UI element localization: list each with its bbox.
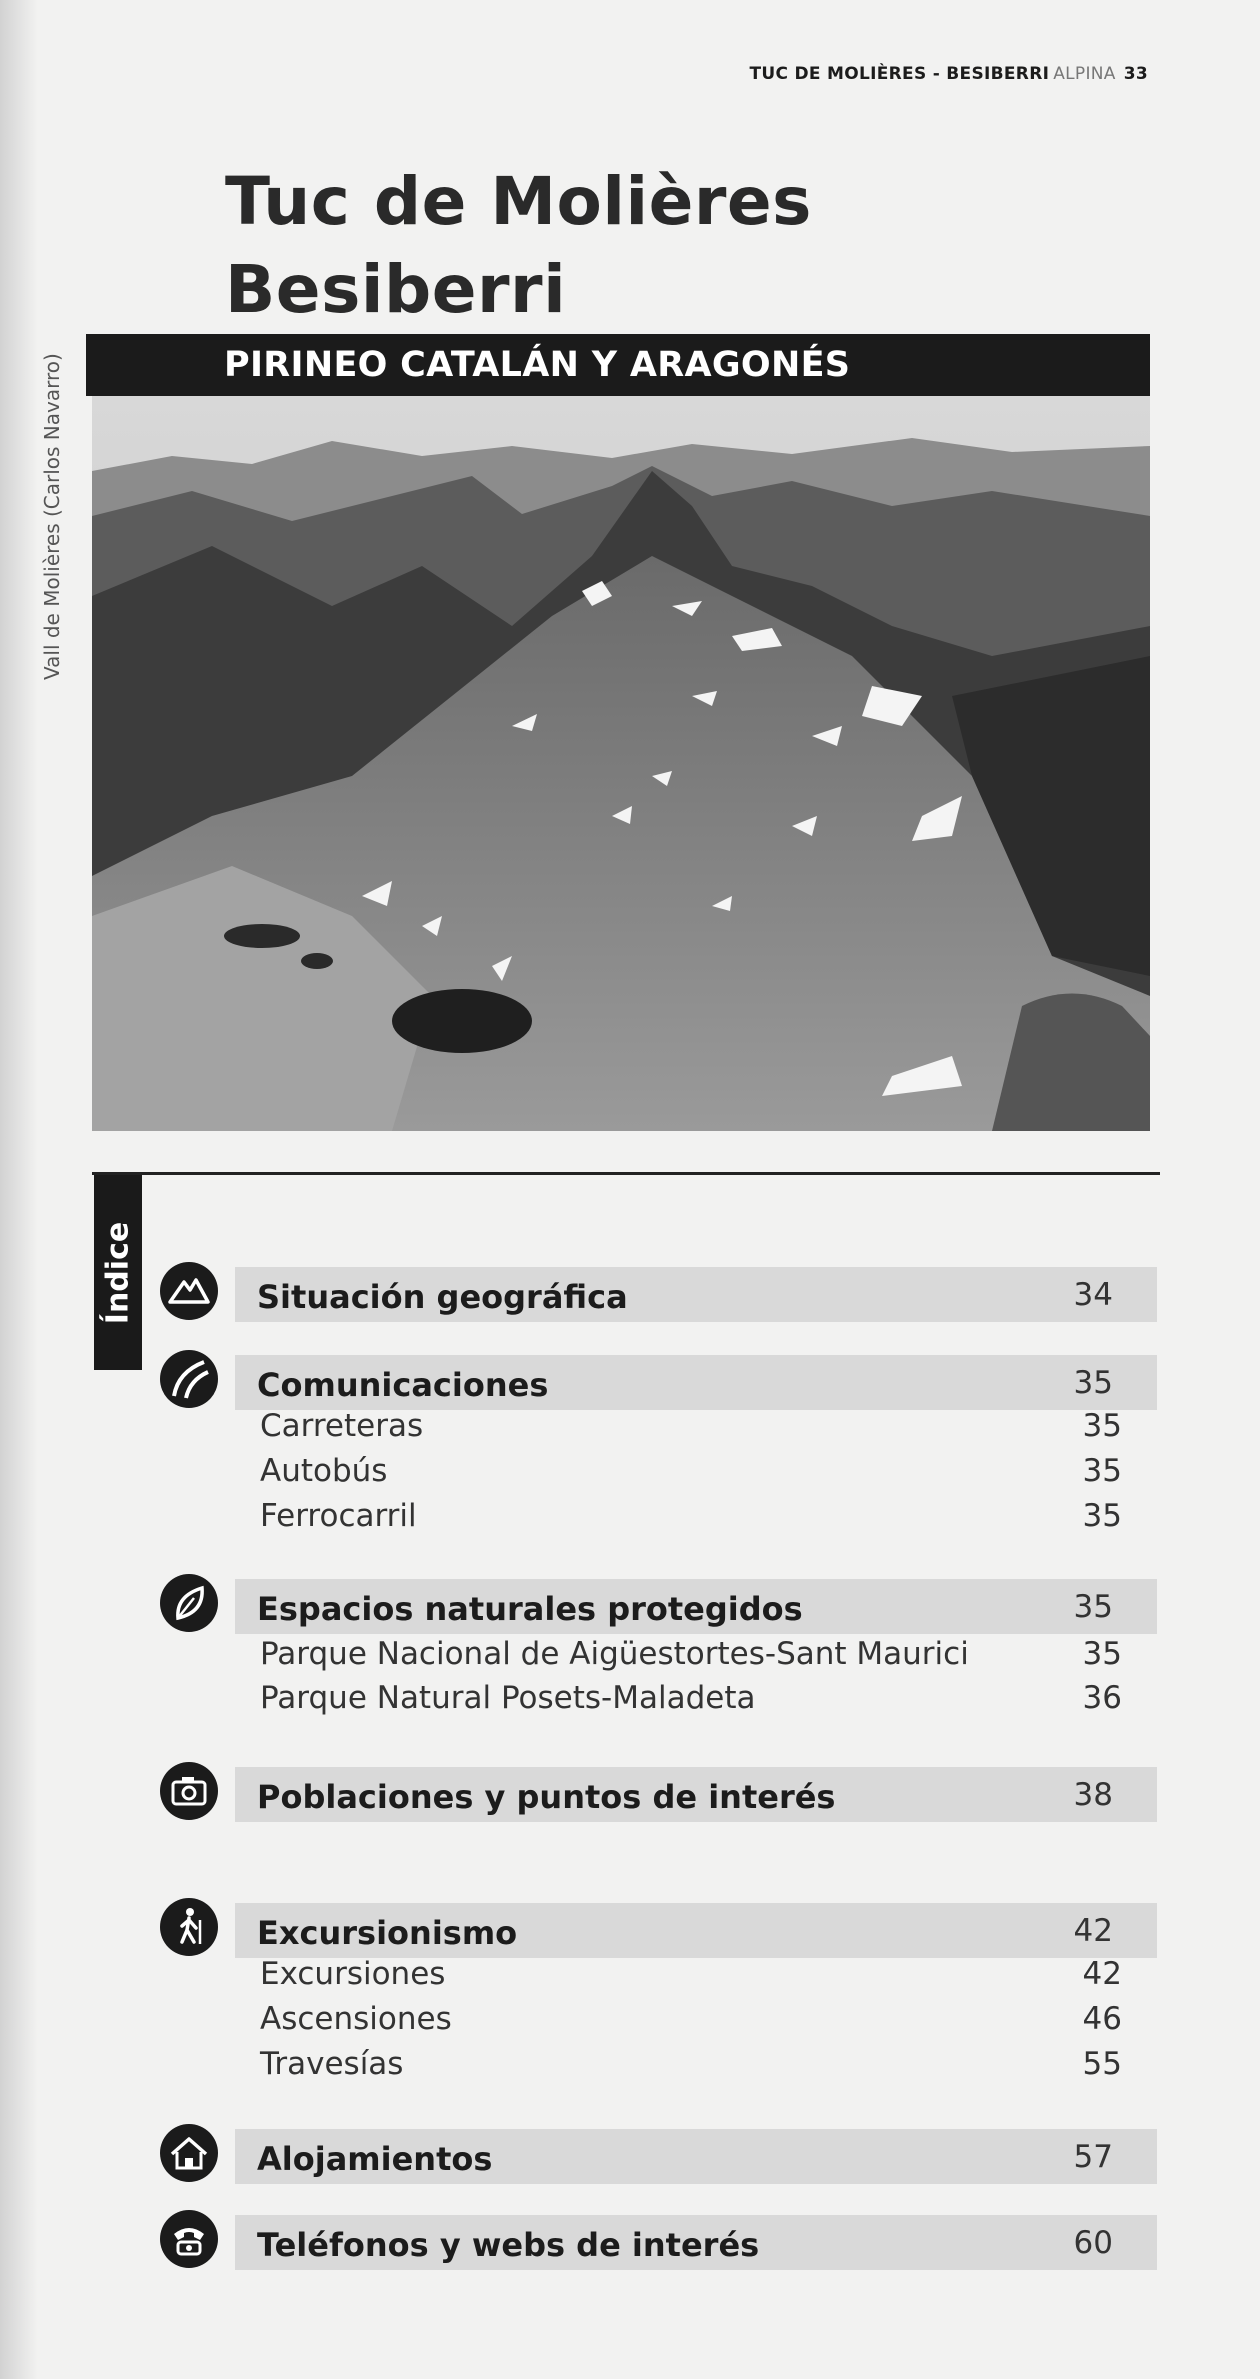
toc-heading-page: 57 bbox=[1073, 2139, 1113, 2175]
phone-icon bbox=[160, 2210, 218, 2268]
toc-heading-label: Comunicaciones bbox=[257, 1366, 549, 1404]
chapter-title-line1: Tuc de Molières bbox=[225, 163, 812, 240]
mountain-photo bbox=[92, 396, 1150, 1131]
toc-heading[interactable] bbox=[235, 1579, 1157, 1634]
toc-heading-label: Espacios naturales protegidos bbox=[257, 1590, 803, 1628]
toc-item-label[interactable]: Ferrocarril bbox=[260, 1498, 417, 1534]
running-head-title: TUC DE MOLIÈRES - BESIBERRI bbox=[749, 64, 1050, 84]
mountain-icon bbox=[160, 1262, 218, 1320]
running-head-series: ALPINA bbox=[1053, 64, 1116, 84]
toc-item-label[interactable]: Autobús bbox=[260, 1453, 388, 1489]
region-banner bbox=[86, 334, 1150, 396]
toc-item-page: 42 bbox=[1082, 1956, 1122, 1992]
toc-heading[interactable] bbox=[235, 2215, 1157, 2270]
toc-heading-page: 35 bbox=[1073, 1365, 1113, 1401]
house-icon bbox=[160, 2124, 218, 2182]
toc-heading-label: Excursionismo bbox=[257, 1914, 518, 1952]
toc-item-label[interactable]: Travesías bbox=[260, 2046, 404, 2082]
toc-heading-label: Situación geográfica bbox=[257, 1278, 628, 1316]
toc-heading[interactable] bbox=[235, 2129, 1157, 2184]
leaf-icon bbox=[160, 1574, 218, 1632]
camera-icon bbox=[160, 1762, 218, 1820]
toc-heading[interactable] bbox=[235, 1767, 1157, 1822]
toc-item-label[interactable]: Ascensiones bbox=[260, 2001, 452, 2037]
page-number: 33 bbox=[1123, 64, 1148, 84]
toc-item-label[interactable]: Parque Nacional de Aigüestortes-Sant Maurici bbox=[260, 1636, 969, 1672]
toc-item-page: 35 bbox=[1082, 1408, 1122, 1444]
toc-heading-label: Poblaciones y puntos de interés bbox=[257, 1778, 836, 1816]
toc-heading-page: 60 bbox=[1073, 2225, 1113, 2261]
toc-item-label[interactable]: Carreteras bbox=[260, 1408, 424, 1444]
toc-heading-label: Alojamientos bbox=[257, 2140, 493, 2178]
section-divider bbox=[92, 1172, 1160, 1175]
road-icon bbox=[160, 1350, 218, 1408]
index-tab-label: Índice bbox=[100, 1221, 136, 1324]
toc-item-page: 46 bbox=[1082, 2001, 1122, 2037]
chapter-title-line2: Besiberri bbox=[225, 251, 567, 328]
index-tab bbox=[94, 1175, 142, 1370]
page-gutter-shadow bbox=[0, 0, 38, 2379]
photo-credit: Vall de Molières (Carlos Navarro) bbox=[40, 353, 64, 680]
toc-heading[interactable] bbox=[235, 1355, 1157, 1410]
toc-heading[interactable] bbox=[235, 1903, 1157, 1958]
region-label: PIRINEO CATALÁN Y ARAGONÉS bbox=[224, 345, 851, 385]
chapter-title bbox=[225, 158, 812, 334]
toc-item-page: 35 bbox=[1082, 1636, 1122, 1672]
toc-heading-label: Teléfonos y webs de interés bbox=[257, 2226, 760, 2264]
running-head bbox=[749, 64, 1148, 84]
toc-heading-page: 35 bbox=[1073, 1589, 1113, 1625]
toc-heading-page: 38 bbox=[1073, 1777, 1113, 1813]
hiker-icon bbox=[160, 1898, 218, 1956]
toc-item-label[interactable]: Parque Natural Posets-Maladeta bbox=[260, 1680, 756, 1716]
toc-item-page: 35 bbox=[1082, 1453, 1122, 1489]
toc-item-page: 36 bbox=[1082, 1680, 1122, 1716]
toc-heading[interactable] bbox=[235, 1267, 1157, 1322]
toc-item-page: 35 bbox=[1082, 1498, 1122, 1534]
toc-item-page: 55 bbox=[1082, 2046, 1122, 2082]
toc-heading-page: 42 bbox=[1073, 1913, 1113, 1949]
toc-heading-page: 34 bbox=[1073, 1277, 1113, 1313]
toc-item-label[interactable]: Excursiones bbox=[260, 1956, 446, 1992]
